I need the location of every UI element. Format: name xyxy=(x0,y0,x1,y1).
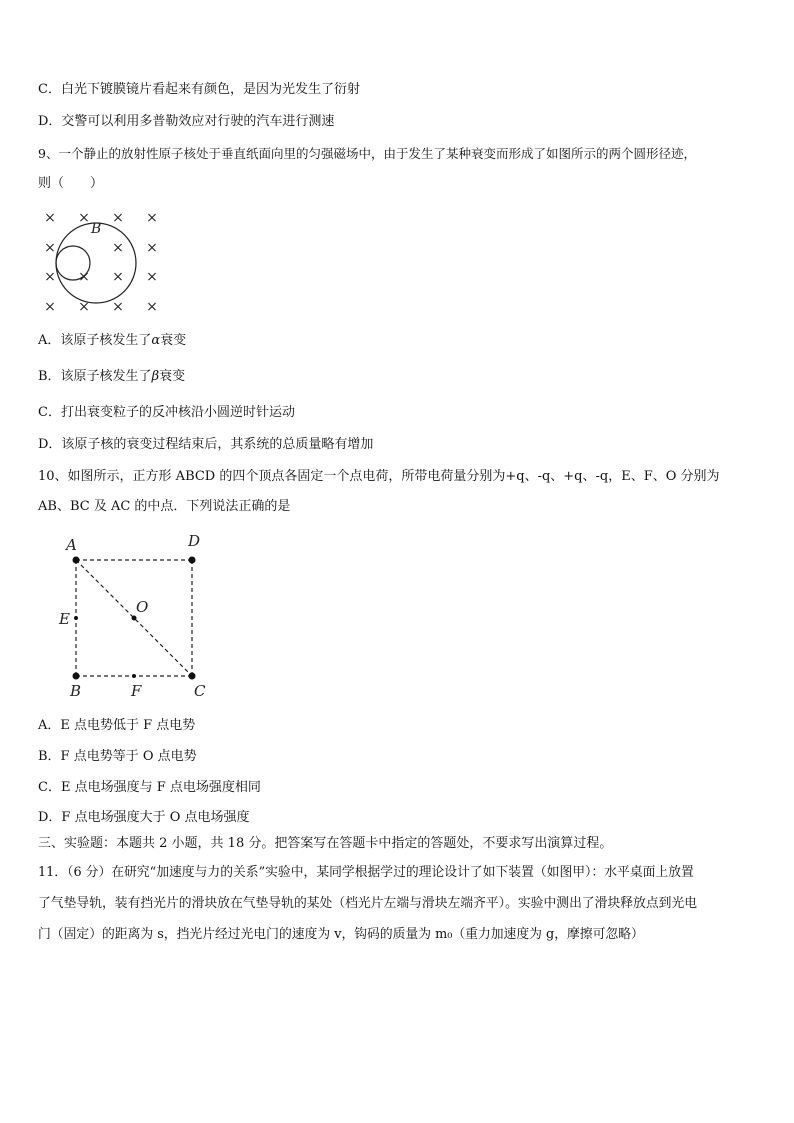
prev-option-c: C．白光下镀膜镜片看起来有颜色，是因为光发生了衍射 xyxy=(38,82,360,97)
q9-option-b-suffix: 衰变 xyxy=(159,369,186,384)
label-b: B xyxy=(70,682,82,700)
prev-option-d: D．交警可以利用多普勒效应对行驶的汽车进行测速 xyxy=(38,114,335,129)
point-f xyxy=(132,674,136,678)
q9-stem-line1: 9、一个静止的放射性原子核处于垂直纸面向里的匀强磁场中，由于发生了某种衰变而形成了如图所示的两个圆形径迹， xyxy=(38,146,696,161)
q9-option-a-suffix: 衰变 xyxy=(160,333,187,348)
point-o xyxy=(132,616,137,621)
beta-symbol: β xyxy=(151,369,160,384)
field-cross: × xyxy=(78,299,90,315)
field-cross: × xyxy=(112,240,124,256)
alpha-symbol: α xyxy=(151,333,161,348)
point-e xyxy=(74,616,78,620)
field-cross: × xyxy=(146,210,158,226)
q10-stem-line1: 10、如图所示，正方形 ABCD 的四个顶点各固定一个点电荷，所带电荷量分别为+q、-q、+q、-q，E、F、O 分别为 xyxy=(38,469,720,484)
small-circle-track xyxy=(56,246,90,280)
field-cross: × xyxy=(146,269,158,285)
q9-option-a xyxy=(38,332,186,350)
label-d: D xyxy=(188,532,201,550)
q9-option-b xyxy=(38,368,185,386)
label-b: B xyxy=(91,221,102,237)
label-c: C xyxy=(194,682,206,700)
q11-line1: 11．（6 分）在研究“加速度与力的关系”实验中，某同学根据学过的理论设计了如下装置（如图甲）：水平桌面上放置 xyxy=(38,865,694,880)
q9-option-b-prefix: B．该原子核发生了 xyxy=(38,369,152,384)
section3-heading: 三、实验题：本题共 2 小题，共 18 分。把答案写在答题卡中指定的答题处，不要求写出演算过程。 xyxy=(38,836,613,851)
field-cross: × xyxy=(146,299,158,315)
q9-stem-line2: 则（ ） xyxy=(38,176,104,191)
label-o: O xyxy=(136,598,149,616)
field-cross: × xyxy=(44,210,56,226)
field-cross: × xyxy=(44,269,56,285)
q10-figure xyxy=(50,530,220,702)
q10-option-b: B．F 点电势等于 O 点电势 xyxy=(38,749,197,764)
field-cross: × xyxy=(112,210,124,226)
label-e: E xyxy=(59,610,70,628)
field-cross: × xyxy=(112,269,124,285)
q9-option-c: C．打出衰变粒子的反冲核沿小圆逆时针运动 xyxy=(38,405,295,420)
field-cross: × xyxy=(44,299,56,315)
point-d xyxy=(189,557,196,564)
q10-option-a: A．E 点电势低于 F 点电势 xyxy=(38,718,196,733)
q11-line3: 门（固定）的距离为 s，挡光片经过光电门的速度为 v，钩码的质量为 m₀（重力加速度为 g，摩擦可忽略） xyxy=(38,927,644,942)
field-cross: × xyxy=(146,240,158,256)
q10-option-c: C．E 点电场强度与 F 点电场强度相同 xyxy=(38,780,261,795)
point-c xyxy=(189,673,196,680)
label-f: F xyxy=(131,682,142,700)
q9-option-d: D．该原子核的衰变过程结束后，其系统的总质量略有增加 xyxy=(38,437,374,452)
label-a: A xyxy=(66,536,77,554)
field-cross: × xyxy=(44,240,56,256)
field-cross: × xyxy=(78,210,90,226)
q10-option-d: D．F 点电场强度大于 O 点电场强度 xyxy=(38,810,250,825)
q10-stem-line2: AB、BC 及 AC 的中点．下列说法正确的是 xyxy=(38,499,291,514)
point-a xyxy=(73,557,80,564)
q9-option-a-prefix: A．该原子核发生了 xyxy=(38,333,152,348)
field-cross: × xyxy=(112,299,124,315)
q11-line2: 了气垫导轨，装有挡光片的滑块放在气垫导轨的某处（档光片左端与滑块左端齐平）。实验中测出了滑块释放点到光电 xyxy=(38,896,698,911)
q9-figure xyxy=(38,205,168,320)
field-cross: × xyxy=(78,269,90,285)
point-b xyxy=(73,673,80,680)
